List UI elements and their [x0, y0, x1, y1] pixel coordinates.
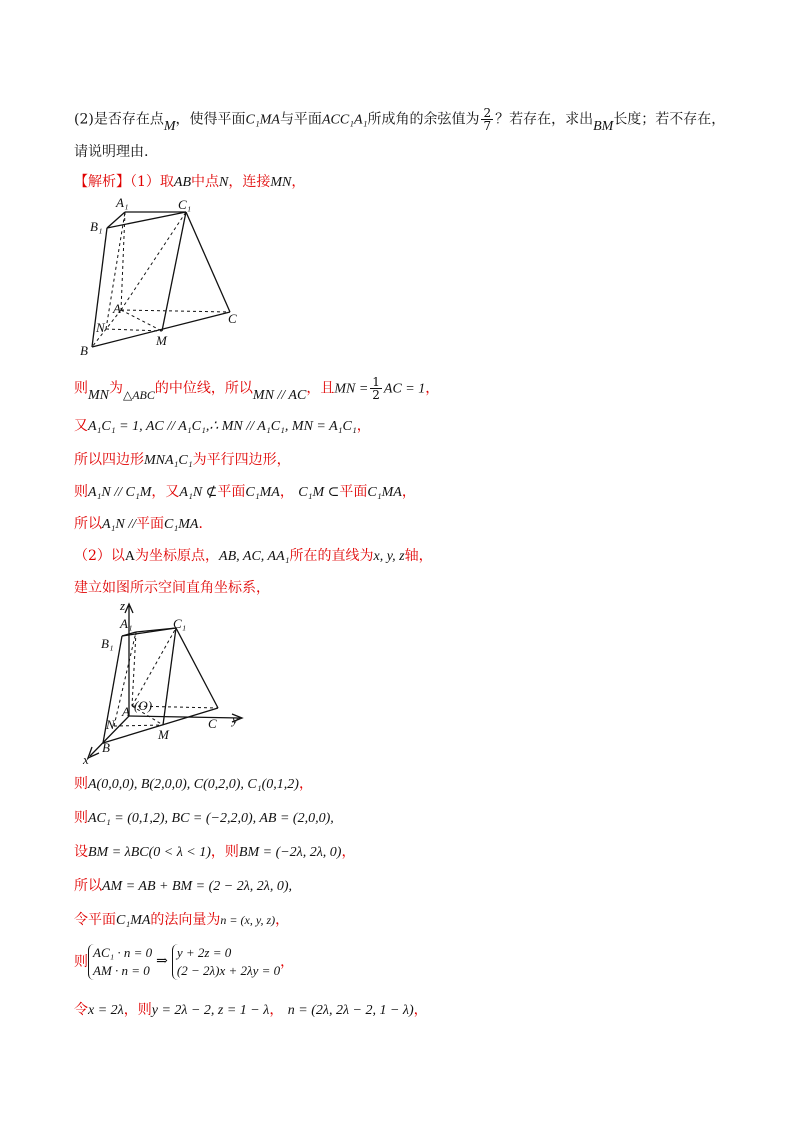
step-parallel-equal: 又A₁C₁ = 1, AC // A₁C₁,∴ MN // A₁C₁, MN = A₁C₁， [74, 418, 371, 434]
step-coordinate-setup: （2）以A为坐标原点，AB, AC, AA₁所在的直线为x, y, z轴， [74, 548, 433, 564]
step-parallelogram: 所以四边形MNA₁C₁为平行四边形， [74, 452, 291, 468]
label-b: B [102, 740, 110, 755]
question-2-line-1: (2)是否存在点M，使得平面C₁MA与平面ACC₁A₁所成角的余弦值为 $\frac{2}{7}$ ？若存在，求出BM长度；若不存在， [74, 106, 726, 134]
label-a1: A₁ [116, 195, 129, 210]
step-point-coordinates: 则A(0,0,0), B(2,0,0), C(0,2,0), C₁(0,1,2)， [74, 776, 313, 792]
question-2-line-2: 请说明理由. [74, 144, 149, 160]
label-c: C [228, 311, 237, 326]
label-b: B [80, 343, 88, 358]
label-c: C [208, 716, 217, 731]
step-am-vector: 所以AM = AB + BM = (2 − 2λ, 2λ, 0), [74, 878, 293, 894]
step-bm-vector: 设BM = λBC(0 < λ < 1)，则BM = (−2λ, 2λ, 0)， [74, 844, 356, 860]
label-origin: (O) [134, 698, 153, 713]
label-c1: C₁ [178, 197, 192, 212]
axis-z-label: z [120, 598, 126, 613]
prism-figure-1 [80, 195, 250, 360]
analysis-tag: 【解析】 [74, 174, 130, 190]
step-line-plane: 则A₁N // C₁M，又A₁N ⊄平面C₁MA， C₁M ⊂平面C₁MA， [74, 484, 416, 500]
equation-system-right: y + 2z = 0 (2 − 2λ)x + 2λy = 0 [172, 944, 280, 980]
step-vectors: 则AC₁ = (0,1,2), BC = (−2,2,0), AB = (2,0,0), [74, 810, 334, 826]
label-m: M [156, 333, 167, 348]
step-equation-system: 则 AC₁ · n = 0 AM · n = 0 ⇒ y + 2z = 0 (2 − 2λ)x + 2λy = 0 ， [74, 945, 295, 978]
solution-part-1-intro: 【解析】（1）取AB中点N，连接MN， [74, 174, 306, 190]
step-normal-vector: 令平面C₁MA的法向量为n = (x, y, z)， [74, 912, 290, 928]
step-conclusion-1: 所以A₁N //平面C₁MA． [74, 516, 213, 532]
step-coordinate-system: 建立如图所示空间直角坐标系， [74, 580, 270, 596]
label-n: N [106, 717, 115, 732]
label-m: M [158, 727, 169, 742]
step-midline: 则MN为△ABC的中位线，所以MN // AC，且MN = $\frac{1}{2}$ AC = 1， [74, 375, 440, 403]
label-a: A [122, 704, 130, 719]
axis-x-label: x [83, 752, 89, 766]
label-a1: A₁ [120, 616, 133, 631]
label-a: A [113, 301, 121, 316]
label-n: N [96, 320, 105, 335]
prism-figure-2-with-axes [70, 598, 270, 766]
label-b1: B₁ [90, 219, 103, 234]
fraction-1-2: $\frac{1}{2}$ [372, 375, 380, 402]
label-c1: C₁ [173, 616, 187, 631]
equation-system-left: AC₁ · n = 0 AM · n = 0 [88, 944, 152, 980]
step-normal-solution: 令x = 2λ，则y = 2λ − 2, z = 1 − λ， n = (2λ, 2λ − 2, 1 − λ)， [74, 1002, 428, 1018]
fraction-2-7: $\frac{2}{7}$ [483, 106, 492, 133]
axis-y-label: y [232, 712, 238, 727]
label-b1: B₁ [101, 636, 114, 651]
